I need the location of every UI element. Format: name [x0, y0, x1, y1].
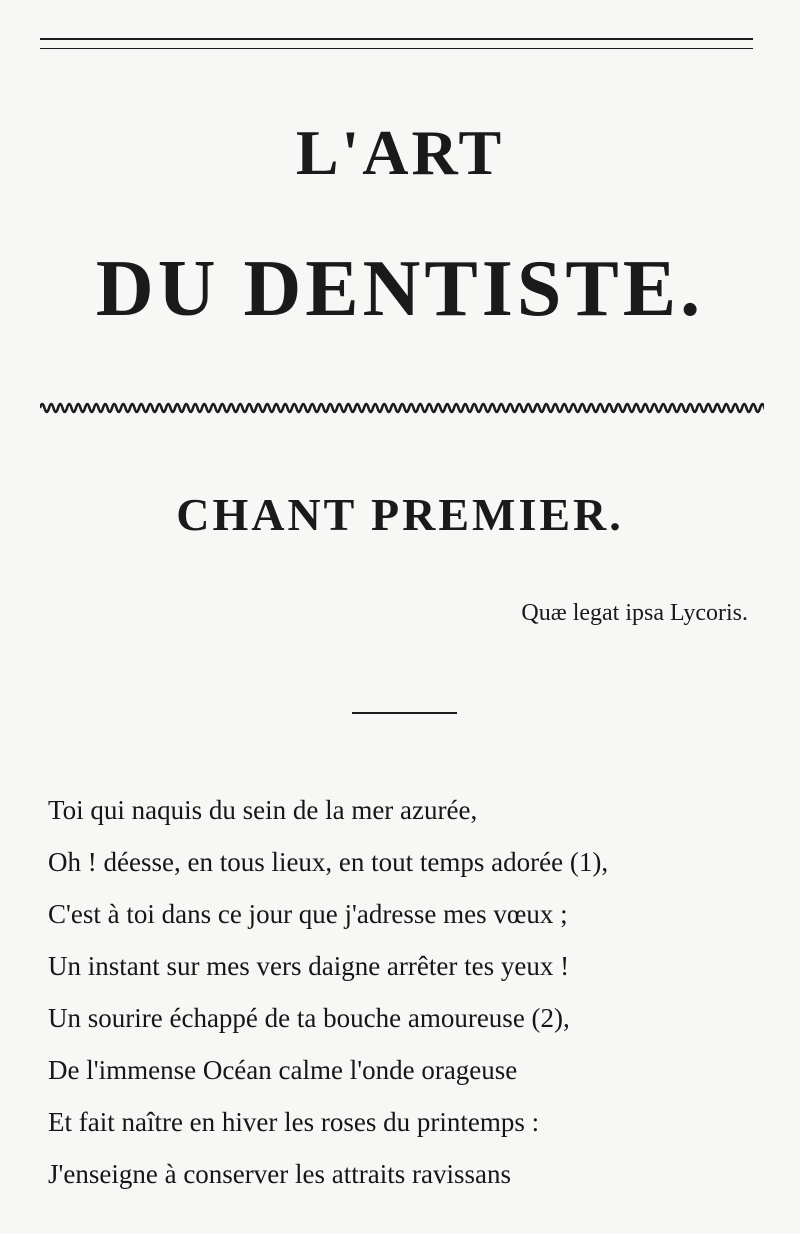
wavy-ornamental-rule	[40, 396, 764, 420]
poem-line: Un instant sur mes vers daigne arrêter tes yeux !	[48, 951, 570, 981]
section-heading: CHANT PREMIER.	[176, 489, 624, 540]
poem-line: De l'immense Océan calme l'onde orageuse	[48, 1055, 518, 1085]
poem-line: Et fait naître en hiver les roses du printemps :	[48, 1107, 540, 1137]
poem-text	[48, 784, 768, 1200]
poem-line: J'enseigne à conserver les attraits ravissans	[48, 1159, 511, 1189]
poem-line: C'est à toi dans ce jour que j'adresse mes vœux ;	[48, 899, 568, 929]
title-line-2: DU DENTISTE.	[95, 245, 705, 333]
top-double-rule-upper	[40, 38, 753, 40]
top-double-rule-lower	[40, 48, 753, 49]
poem-line: Un sourire échappé de ta bouche amoureuse (2),	[48, 1003, 570, 1033]
short-divider	[352, 712, 457, 714]
title-line-1: L'ART	[295, 117, 505, 188]
poem-line: Toi qui naquis du sein de la mer azurée,	[48, 795, 478, 825]
epigraph: Quæ legat ipsa Lycoris.	[521, 600, 748, 626]
poem-line: Oh ! déesse, en tous lieux, en tout temps adorée (1),	[48, 847, 609, 877]
